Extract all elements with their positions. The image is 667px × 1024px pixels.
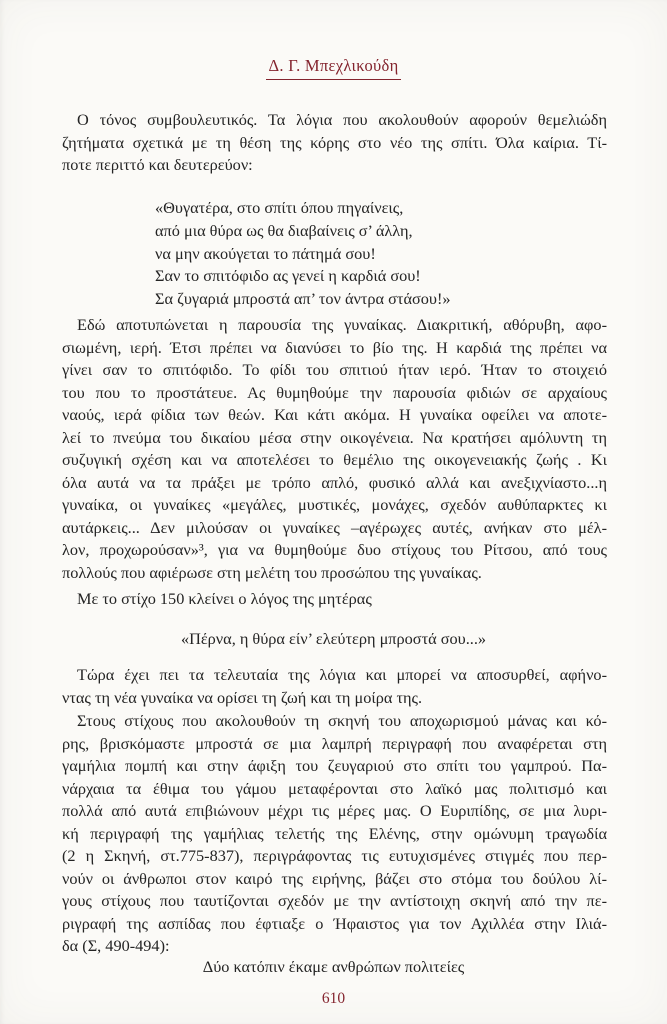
text-line: Τώρα έχει πει τα τελευταία της λόγια και μπορεί να αποσυρθεί, αφήνο- bbox=[77, 665, 607, 684]
text-line: όλα αυτά να τα πράξει με τρόπο απλό, φυσικό αλλά και ανεξιχνίαστο...η bbox=[62, 472, 607, 492]
text-line: (2 η Σκηνή, στ.775-837), περιγράφοντας τις ευτυχισμένες στιγμές που περ- bbox=[62, 846, 607, 865]
text-line: Εδώ αποτυπώνεται η παρουσία της γυναίκας. Διακριτική, αθόρυβη, αφο- bbox=[77, 315, 607, 334]
text-line: του που το προστάτευε. Ας θυμηθούμε την παρουσία φιδιών σε αρχαίους bbox=[62, 382, 607, 402]
text-line: σιωμένη, ιερή. Έτσι πρέπει να διανύσει το βίο της. Η καρδιά της πρέπει να bbox=[62, 337, 607, 357]
text-line: γους στίχους που ταυτίζονται σχεδόν με την αντίστοιχη σκηνή από την πε- bbox=[62, 891, 607, 910]
text-line: λον, προχωρούσαν»³, για να θυμηθούμε δυο στίχους του Ρίτσου, από τους bbox=[62, 540, 607, 559]
quote-mother-line: «Πέρνα, η θύρα είν’ ελεύτερη μπροστά σου...» bbox=[180, 629, 487, 648]
paragraph-intro bbox=[62, 109, 607, 177]
text-line: πολλά από αυτά επιβιώνουν μέχρι τις μέρες μας. Ο Ευριπίδης, σε μια λυρι- bbox=[62, 801, 607, 820]
text-line: νούν οι άνθρωποι στον καιρό της ειρήνης, βάζει στο στόμα του δούλου λί- bbox=[62, 868, 607, 888]
poem-quote-block bbox=[155, 197, 451, 311]
text-line: συζυγική σχέση και να αποτελέσει το θεμέλιο της οικογενειακής ζωής . Κι bbox=[62, 450, 607, 469]
text-line: ζητήματα σχετικά με τη θέση της κόρης στο νέο της σπίτι. Όλα καίρια. Τί- bbox=[62, 132, 607, 152]
text-line: λεί το πνεύμα του δικαίου μέσα στην οικογένεια. Να κρατήσει αμόλυντη τη bbox=[62, 427, 607, 447]
text-line: ποτε περιττό και δευτερεύον: bbox=[62, 155, 253, 174]
text-line: δα (Σ, 490-494): bbox=[62, 936, 170, 955]
quote-iliad-line: Δύο κατόπιν έκαμε ανθρώπων πολιτείες bbox=[202, 957, 465, 976]
text-line: νάρχαια τα έθιμα του γάμου μεταφέρονται στο λαϊκό μας πολιτισμό και bbox=[62, 778, 607, 798]
text-line: γίνει σαν το σπιτόφιδο. Το φίδι του σπιτιού ήταν ιερό. Ήταν το στοιχειό bbox=[62, 360, 607, 379]
page-header bbox=[0, 56, 667, 80]
text-line: Ο τόνος συμβουλευτικός. Τα λόγια που ακολουθούν αφορούν θεμελιώδη bbox=[77, 110, 607, 129]
verse-line: «Θυγατέρα, στο σπίτι όπου πηγαίνεις, bbox=[155, 198, 404, 217]
text-line: γαμήλια πομπή και στην άφιξη του ζευγαριού στο σπίτι του γαμπρού. Πα- bbox=[62, 756, 607, 775]
text-line: γυναίκα, οι γυναίκες «μεγάλες, μυστικές, μονάχες, σχεδόν αυθύπαρκτες κι bbox=[62, 495, 607, 514]
text-line: αυτάρκεις... Δεν μιλούσαν οι γυναίκες –αγέρωχες αυτές, ανήκαν στο μέλ- bbox=[62, 517, 607, 537]
verse-line: Σαν το σπιτόφιδο ας γενεί η καρδιά σου! bbox=[155, 266, 421, 286]
text-line: κή περιγραφή της γαμήλιας τελετής της Ελένης, στην ομώνυμη τραγωδία bbox=[62, 823, 607, 843]
paragraph-verse-150 bbox=[62, 588, 607, 611]
page-number: 610 bbox=[321, 990, 346, 1007]
author-name: Δ. Γ. Μπεχλικούδη bbox=[266, 56, 400, 80]
verse-line: να μην ακούγεται το πάτημά σου! bbox=[155, 243, 376, 263]
text-line: ριγραφή της ασπίδας που έφτιαξε ο Ήφαιστος για τον Αχιλλέα στην Ιλιά- bbox=[62, 913, 607, 933]
text-line: ντας τη νέα γυναίκα να ορίσει τη ζωή και τη μοίρα της. bbox=[62, 687, 423, 707]
verse-line: Σα ζυγαριά μπροστά απ’ τον άντρα στάσου!» bbox=[155, 289, 451, 309]
verse-line: από μια θύρα ως θα διαβαίνεις σ’ άλλη, bbox=[155, 220, 413, 240]
text-line: ρης, βρισκόμαστε μπροστά σε μια λαμπρή περιγραφή που αναφέρεται στη bbox=[62, 733, 607, 753]
paragraph-last-words bbox=[62, 664, 607, 709]
paragraph-wedding-customs bbox=[62, 710, 607, 958]
text-line: Με το στίχο 150 κλείνει ο λόγος της μητέρας bbox=[77, 589, 372, 608]
text-line: ναούς, ιερά φίδια των θεών. Και κάτι ακόμα. Η γυναίκα οφείλει να αποτε- bbox=[62, 405, 607, 424]
paragraph-woman-presence bbox=[62, 314, 607, 584]
text-line: πολλούς που αφιέρωσε στη μελέτη του προσώπου της γυναίκας. bbox=[62, 562, 482, 582]
text-line: Στους στίχους που ακολουθούν τη σκηνή του αποχωρισμού μάνας και κό- bbox=[77, 711, 607, 730]
